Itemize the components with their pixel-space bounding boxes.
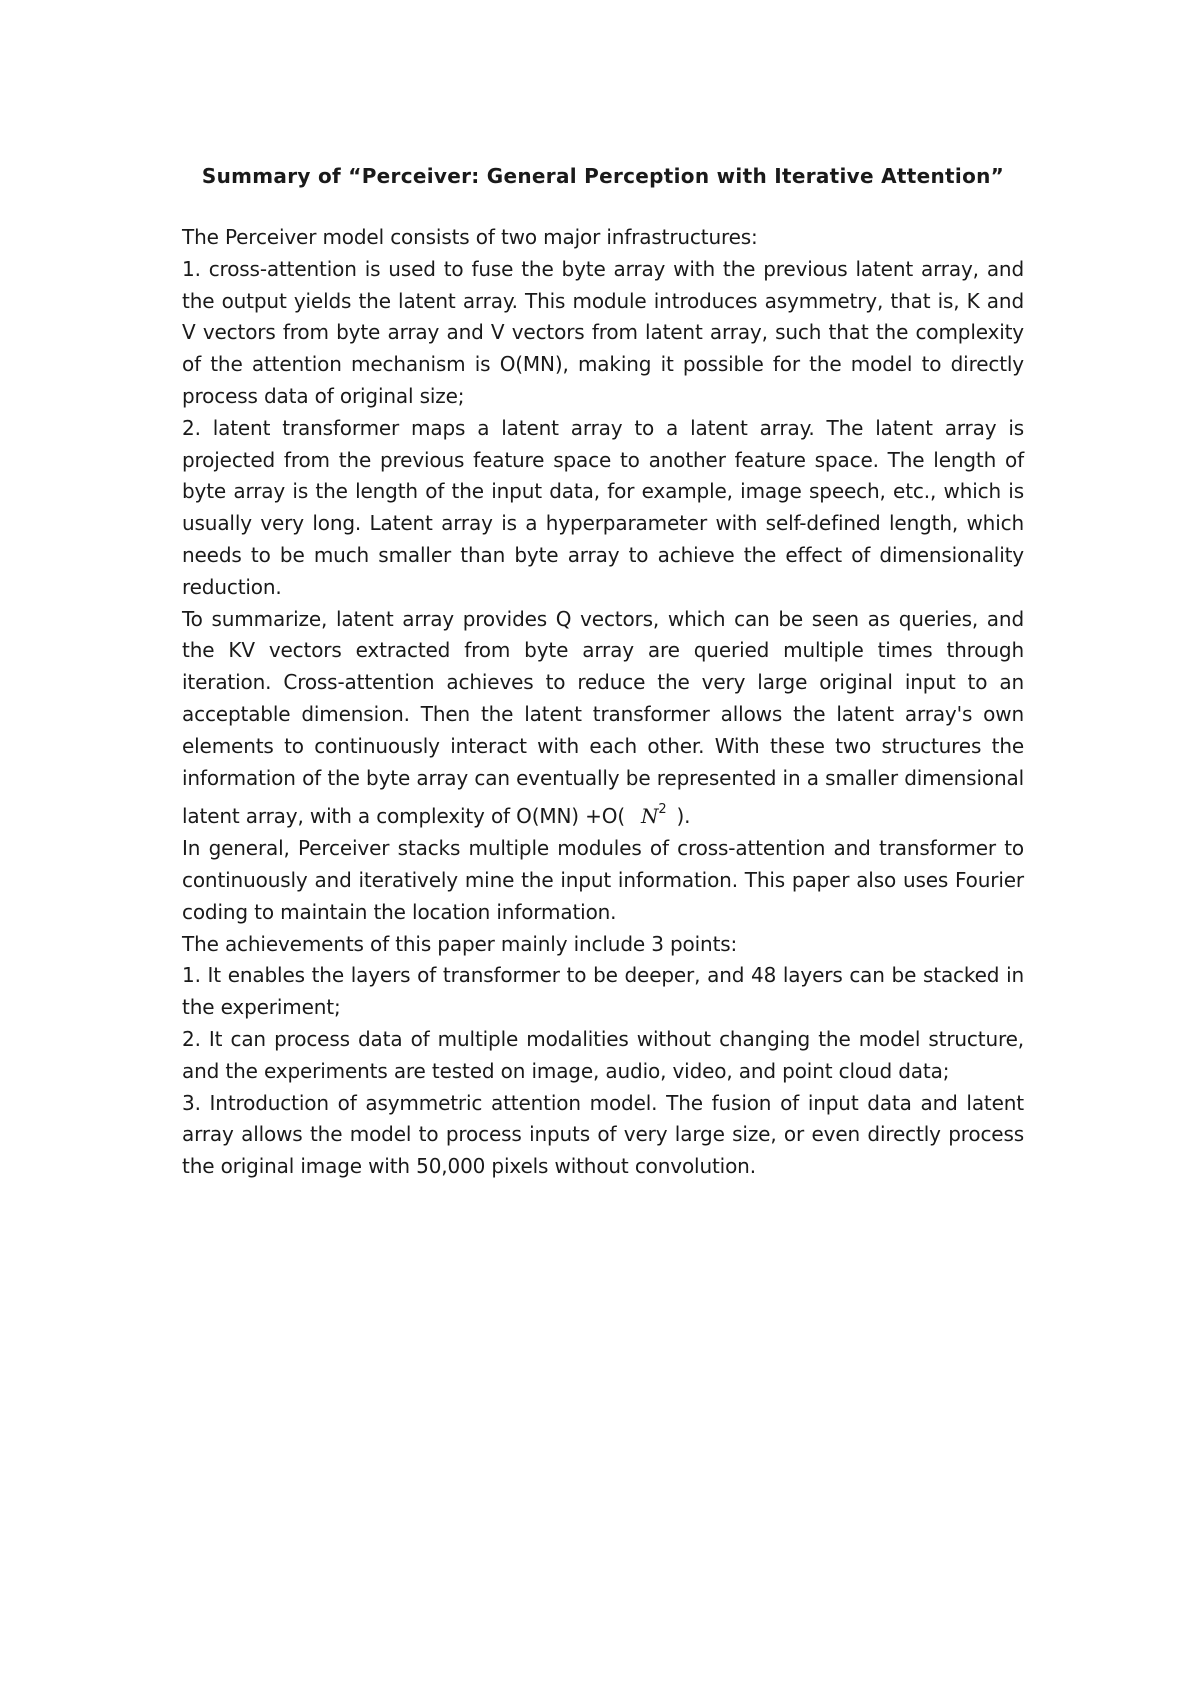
paragraph-achievement-3: 3. Introduction of asymmetric attention model. The fusion of input data and latent array allows the model to process inputs of very large size, or even directly process the original image with 50,000 pixels without convolution. [182, 1090, 1024, 1179]
formula-exponent: 2 [658, 802, 667, 818]
paragraph-point-2: 2. latent transformer maps a latent array to a latent array. The latent array is projected from the previous feature space to another feature space. The length of byte array is the length of the input data, for example, image speech, etc., which is usually very long. Latent array is a hyperparameter with self-defined length, which needs to be much smaller than byte array to achieve the effect of dimensionality reduction. [182, 415, 1024, 599]
complexity-formula [641, 804, 666, 828]
paragraph-achievement-1: 1. It enables the layers of transformer to be deeper, and 48 layers can be stacked in the experiment; [182, 963, 1024, 1020]
paragraph-intro: The Perceiver model consists of two major infrastructures: [182, 225, 758, 249]
paragraph-summary [182, 604, 1024, 834]
document-title: Summary of “Perceiver: General Perception with Iterative Attention” [201, 164, 1005, 188]
document-page [182, 160, 1024, 1183]
paragraph-achievements-intro: The achievements of this paper mainly include 3 points: [182, 931, 738, 956]
formula-base: N [641, 804, 659, 829]
summary-tail: ). [676, 804, 691, 829]
paragraph-achievement-2: 2. It can process data of multiple modalities without changing the model structure, and the experiments are tested on image, audio, video, and point cloud data; [182, 1026, 1024, 1083]
paragraph-general: In general, Perceiver stacks multiple modules of cross-attention and transformer to continuously and iteratively mine the input information. This paper also uses Fourier coding to maintain the location information. [182, 836, 1024, 924]
paragraph-point-1: 1. cross-attention is used to fuse the byte array with the previous latent array, and the output yields the latent array. This module introduces asymmetry, that is, K and V vectors from byte array and V vectors from latent array, such that the complexity of the attention mechanism is O(MN), making it possible for the model to directly process data of original size; [182, 256, 1024, 408]
summary-text: To summarize, latent array provides Q vectors, which can be seen as queries, and the KV vectors extracted from byte array are queried multiple times through iteration. Cross-attention achieves to reduce the very large original input to an acceptable dimension. Then the latent transformer allows the latent array's own elements to continuously interact with each other. With these two structures the information of the byte array can eventually be represented in a smaller dimensional latent array, with a complexity of O(MN) +O( [182, 606, 1024, 829]
